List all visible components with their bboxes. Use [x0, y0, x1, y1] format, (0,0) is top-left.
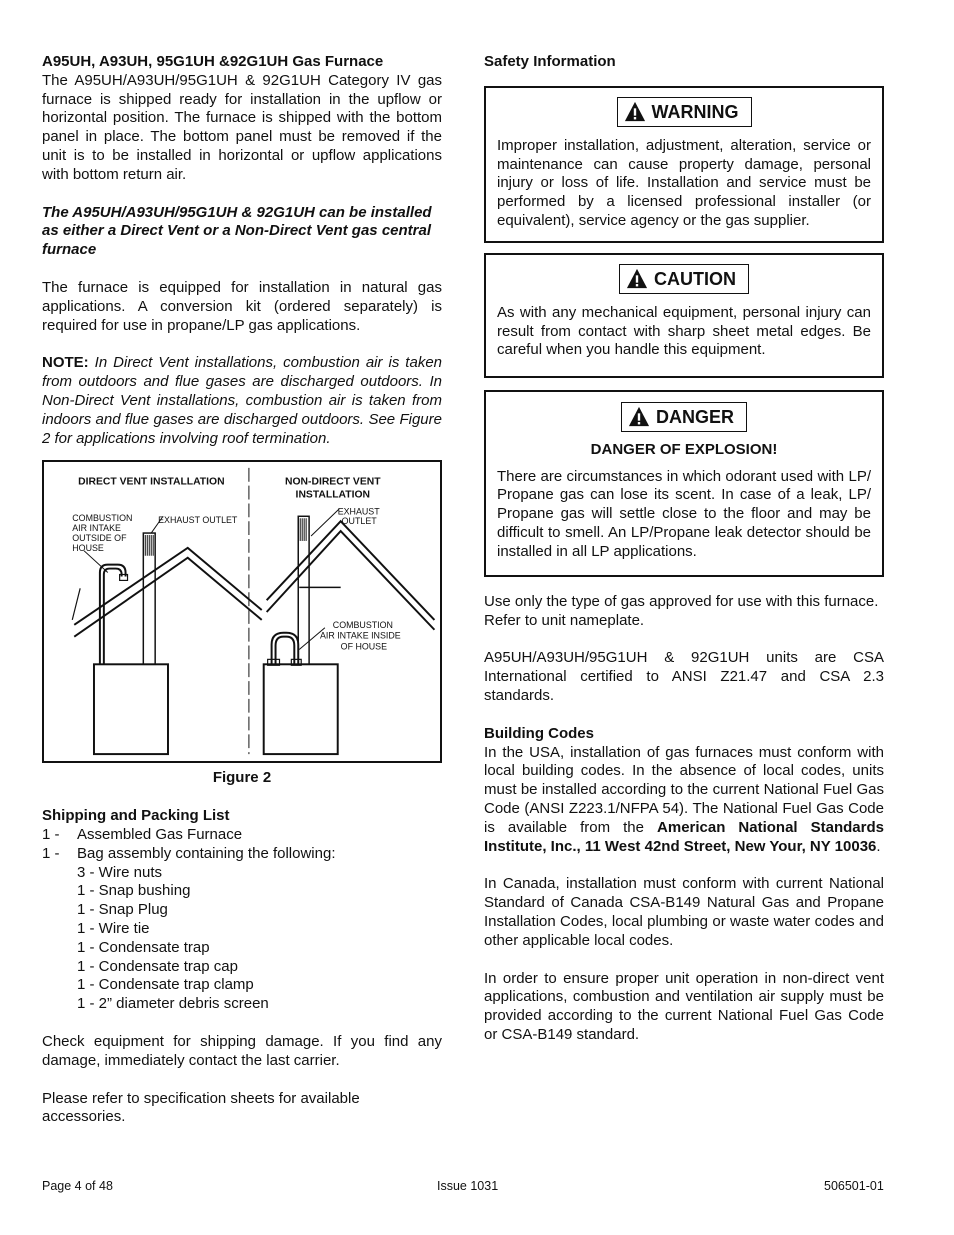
bag-item: 1 - Snap Plug — [77, 901, 168, 919]
bag-item: 1 - Condensate trap clamp — [77, 976, 254, 994]
figure-caption: Figure 2 — [212, 769, 272, 787]
danger-subtitle: DANGER OF EXPLOSION! — [590, 440, 778, 458]
label-comb-l1: COMBUSTION — [72, 513, 133, 524]
ansi-address: American National Standards Institute, Inc., 11 West 42nd Street, New Your, NY 10036 — [484, 818, 884, 855]
shipping-title: Shipping and Packing List — [42, 807, 230, 825]
label-comb-r3: OF HOUSE — [340, 641, 388, 652]
danger-badge: DANGER — [621, 402, 747, 432]
check-paragraph: Check equipment for shipping damage. If you find any damage, immediately contact the last carrier. — [42, 1032, 442, 1069]
warning-text: Improper installation, adjustment, alteration, service or maintenance can cause property damage, personal injury or loss of life. Installation and service must be performed by a licensed professional installer (or equivalent), service agency or the gas supplier. — [497, 136, 871, 229]
bag-item: 1 - Condensate trap — [77, 938, 210, 956]
gas-type-paragraph: Use only the type of gas approved for use with this furnace. Refer to unit nameplate. — [484, 592, 879, 629]
canada-paragraph: In Canada, installation must conform with current National Standard of Canada CSA-B149 Natural Gas and Propane Installation Codes, local plumbing or waste water codes and other applicable local codes. — [484, 875, 884, 949]
danger-text: There are circumstances in which odorant used with LP/ Propane gas can lose its scent. In case of a leak, LP/ Propane gas will settle close to the floor and may be difficult to smell. An LP/Propane leak detector should be installed in all LP applications. — [497, 467, 871, 560]
label-exhaust-left: EXHAUST OUTLET — [158, 515, 238, 526]
note-paragraph — [42, 354, 442, 448]
label-direct-vent-title: DIRECT VENT INSTALLATION — [78, 477, 225, 489]
note-text: In Direct Vent installations, combustion air is taken from outdoors and flue gases are discharged outdoors. In Non-Direct Vent installations, combustion air is taken from indoors and flue gases are discharged outdoors. See Figure 2 for applications involving roof termination. — [42, 354, 442, 447]
building-codes-paragraph: In the USA, installation of gas furnaces must conform with local building codes. In the absence of local codes, units must be installed according to the current National Fuel Gas Code (ANSI Z223.1/NFPA 54). The National Fuel Gas Code is available from the American National Standards Institute, Inc., 11 West 42nd Street, New Your, NY 10036. — [484, 743, 884, 855]
building-codes-title: Building Codes — [484, 724, 594, 742]
right-column — [484, 53, 884, 1045]
bag-item: 1 - Condensate trap cap — [77, 957, 238, 975]
section-title-furnace: A95UH, A93UH, 95G1UH &92G1UH Gas Furnace — [42, 53, 384, 70]
label-nondirect-title-1: NON-DIRECT VENT — [285, 477, 381, 489]
nondirect-paragraph: In order to ensure proper unit operation in non-direct vent applications, combustion and ventilation air supply must be provided according to the current National Fuel Gas Code or CSA-B149 standard. — [484, 969, 884, 1043]
safety-title: Safety Information — [484, 53, 616, 70]
bag-item: 1 - 2” diameter debris screen — [77, 995, 269, 1013]
footer-issue: Issue 1031 — [437, 1179, 499, 1193]
label-comb-r1: COMBUSTION — [332, 620, 393, 631]
label-comb-l4: HOUSE — [72, 543, 104, 554]
bag-item: 1 - Wire tie — [77, 919, 150, 937]
list-item: 1 - Assembled Gas Furnace — [42, 825, 243, 843]
vent-installation-illustration — [44, 462, 440, 761]
footer-page-number: Page 4 of 48 — [42, 1179, 113, 1193]
csa-paragraph: A95UH/A93UH/95G1UH & 92G1UH units are CSA International certified to ANSI Z21.47 and CSA 2.3 standards. — [484, 649, 884, 704]
label-exhaust-r2: OUTLET — [341, 516, 377, 527]
note-label: NOTE: — [42, 354, 89, 372]
bag-item: 1 - Snap bushing — [77, 882, 191, 900]
caution-text: As with any mechanical equipment, personal injury can result from contact with sharp sheet metal edges. Be careful when you handle this equipment. — [497, 303, 871, 359]
warning-triangle-icon — [628, 406, 650, 428]
warning-badge: WARNING — [617, 97, 752, 127]
caution-box — [484, 253, 884, 378]
danger-box — [484, 390, 884, 577]
label-comb-l3: OUTSIDE OF — [72, 533, 127, 544]
label-comb-r2: AIR INTAKE INSIDE — [319, 630, 401, 641]
intro-paragraph: The A95UH/A93UH/95G1UH & 92G1UH Category IV gas furnace is shipped ready for installation in the upflow or horizontal position. The furnace is shipped with the bottom panel in place. The bottom panel must be removed if the unit is to be installed in horizontal or upflow applications with bottom return air. — [42, 71, 442, 183]
equipped-paragraph: The furnace is equipped for installation in natural gas applications. A conversion kit (ordered separately) is required for use in propane/LP gas applications. — [42, 278, 442, 334]
label-exhaust-r1: EXHAUST — [337, 506, 380, 517]
label-nondirect-title-2: INSTALLATION — [295, 489, 371, 501]
warning-box — [484, 86, 884, 243]
label-comb-l2: AIR INTAKE — [72, 523, 121, 534]
footer-doc-number: 506501-01 — [824, 1179, 884, 1193]
install-emphasis: The A95UH/A93UH/95G1UH & 92G1UH can be installed as either a Direct Vent or a Non-Direct Vent gas central furnace — [42, 203, 432, 259]
list-item: 1 - Bag assembly containing the following: — [42, 844, 336, 862]
warning-triangle-icon — [624, 101, 646, 123]
refer-paragraph: Please refer to specification sheets for available accessories. — [42, 1089, 360, 1126]
figure-2-diagram — [42, 460, 442, 763]
caution-badge: CAUTION — [619, 264, 749, 294]
bag-item: 3 - Wire nuts — [77, 863, 163, 881]
warning-triangle-icon — [626, 268, 648, 290]
left-column — [42, 53, 442, 1127]
